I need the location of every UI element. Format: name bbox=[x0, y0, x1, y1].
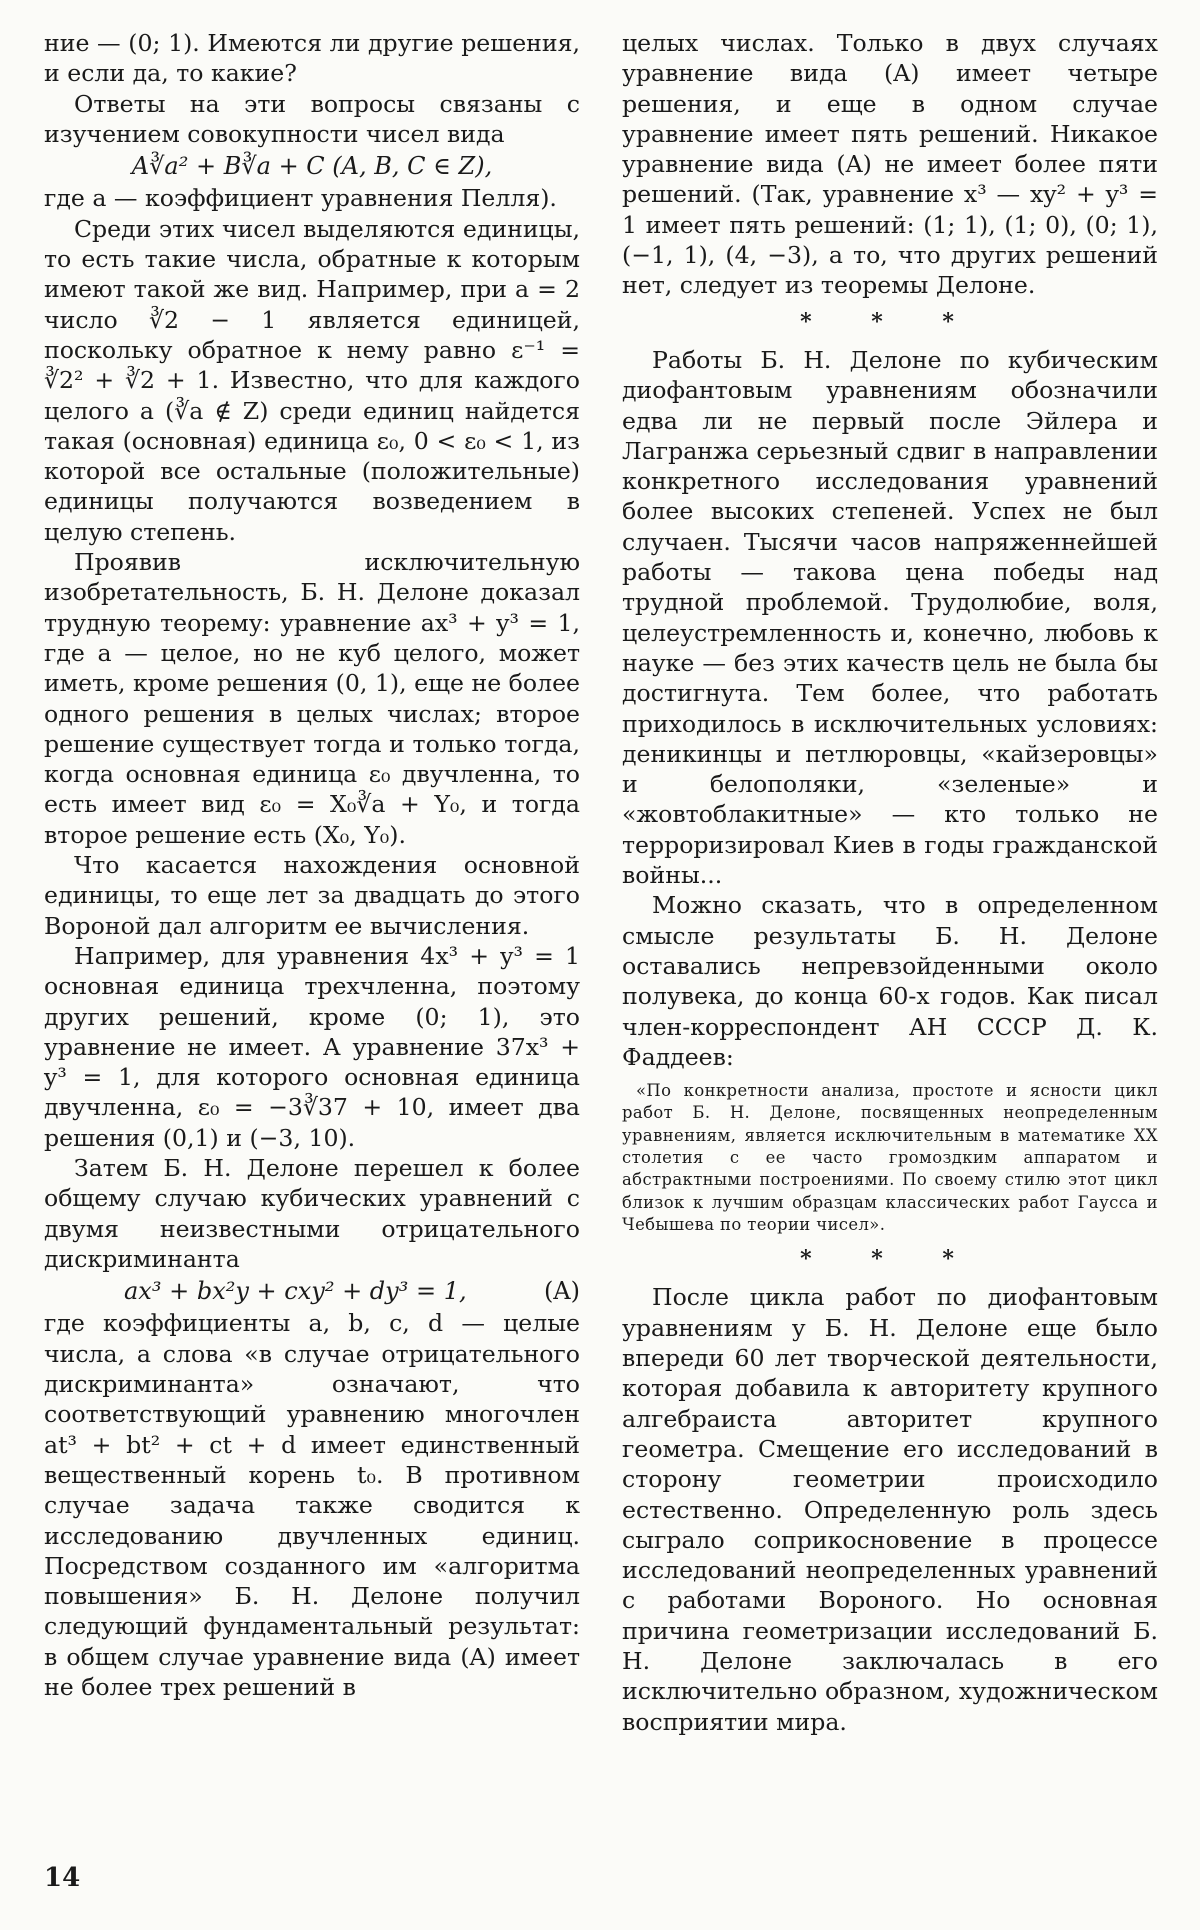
formula-equation-a bbox=[44, 1276, 580, 1306]
paragraph: Затем Б. Н. Делоне перешел к более общему случаю кубических уравнений с двумя неизвестными отрицательного дискриминанта bbox=[44, 1153, 580, 1273]
paragraph: После цикла работ по диофантовым уравнениям у Б. Н. Делоне еще было впереди 60 лет творческой деятельности, которая добавила к авторитету крупного алгебраиста авторитет крупного геометра. Смещение его исследований в сторону геометрии происходило естественно. Определенную роль здесь сыграло соприкосновение в процессе исследований неопределенных уравнений с работами Вороного. Но основная причина геометризации исследований Б. Н. Делоне заключалась в его исключительно образном, художническом восприятии мира. bbox=[622, 1283, 1158, 1736]
left-column bbox=[44, 28, 580, 1702]
section-separator: * * * bbox=[800, 308, 980, 335]
paragraph-continued: ние — (0; 1). Имеются ли другие решения, и если да, то какие? bbox=[44, 29, 580, 88]
paragraph: где коэффициенты a, b, c, d — целые числа, а слова «в случае отрицательного дискриминанта» означают, что соответствующий уравнению многочлен at³ + bt² + ct + d имеет единственный вещественный корень t₀. В противном случае задача также сводится к исследованию двучленных единиц. Посредством созданного им «алгоритма повышения» Б. Н. Делоне получил следующий фундаментальный результат: в общем случае уравнение вида (A) имеет не более трех решений в bbox=[44, 1309, 580, 1702]
paragraph-units: Среди этих чисел выделяются единицы, то есть такие числа, обратные к которым имеют такой же вид. Например, при a = 2 число ∛2 − 1 является единицей, поскольку обратное к нему равно ε⁻¹ = ∛2² + ∛2 + 1. Известно, что для каждого целого a (∛a ∉ Z) среди единиц найдется такая (основная) единица ε₀, 0 < ε₀ < 1, из которой все остальные (положительные) единицы получаются возведением в целую степень. bbox=[44, 214, 580, 546]
paragraph-continued: целых числах. Только в двух случаях уравнение вида (A) имеет четыре решения, и еще в одном случае уравнение имеет пять решений. Никакое уравнение вида (A) не имеет более пяти решений. (Так, уравнение x³ — xy² + y³ = 1 имеет пять решений: (1; 1), (1; 0), (0; 1), (−1, 1), (4, −3), а то, что других решений нет, следует из теоремы Делоне. bbox=[622, 29, 1158, 300]
formula-cubic-numbers: A∛a² + B∛a + C (A, B, C ∈ Z), bbox=[131, 152, 493, 181]
paragraph: Что касается нахождения основной единицы, то еще лет за двадцать до этого Вороной дал алгоритм ее вычисления. bbox=[44, 851, 580, 940]
paragraph-example: Например, для уравнения 4x³ + y³ = 1 основная единица трехчленна, поэтому других решений, кроме (0; 1), это уравнение не имеет. А уравнение 37x³ + y³ = 1, для которого основная единица двучленна, ε₀ = −3∛37 + 10, имеет два решения (0,1) и (−3, 10). bbox=[44, 941, 580, 1152]
formula-body: ax³ + bx²y + cxy² + dy³ = 1, bbox=[124, 1277, 467, 1306]
paragraph: Работы Б. Н. Делоне по кубическим диофантовым уравнениям обозначили едва ли не первый после Эйлера и Лагранжа серьезный сдвиг в направлении конкретного исследования уравнений более высоких степеней. Успех не был случаен. Тысячи часов напряженнейшей работы — такова цена победы над трудной проблемой. Трудолюбие, воля, целеустремленность и, конечно, любовь к науке — без этих качеств цель не была бы достигнута. Тем более, что работать приходилось в исключительных условиях: деникинцы и петлюровцы, «кайзеровцы» и белополяки, «зеленые» и «жовтоблакитные» — кто только не терроризировал Киев в годы гражданской войны... bbox=[622, 345, 1158, 890]
paragraph: Можно сказать, что в определенном смысле результаты Б. Н. Делоне оставались непревзойденными около полувека, до конца 60-х годов. Как писал член-корреспондент АН СССР Д. К. Фаддеев: bbox=[622, 891, 1158, 1071]
section-separator: * * * bbox=[800, 1246, 980, 1273]
quote-text: «По конкретности анализа, простоте и ясности цикл работ Б. Н. Делоне, посвященных неопределенным уравнениям, является исключительным в математике XX столетия с ее часто громоздким аппаратом и абстрактными построениями. По своему стилю этот цикл близок к лучшим образцам классических работ Гаусса и Чебышева по теории чисел». bbox=[622, 1081, 1158, 1234]
paragraph: Ответы на эти вопросы связаны с изучением совокупности чисел вида bbox=[44, 89, 580, 148]
paragraph-theorem: Проявив исключительную изобретательность, Б. Н. Делоне доказал трудную теорему: уравнение ax³ + y³ = 1, где a — целое, но не куб целого, может иметь, кроме решения (0, 1), еще не более одного решения в целых числах; второе решение существует тогда и только тогда, когда основная единица ε₀ двучленна, то есть имеет вид ε₀ = X₀∛a + Y₀, и тогда второе решение есть (X₀, Y₀). bbox=[44, 548, 580, 849]
page-number: 14 bbox=[44, 1863, 81, 1893]
right-column bbox=[622, 28, 1158, 1737]
quotation bbox=[622, 1080, 1158, 1236]
formula-label: (A) bbox=[543, 1277, 580, 1306]
paragraph: где a — коэффициент уравнения Пелля). bbox=[44, 184, 557, 213]
